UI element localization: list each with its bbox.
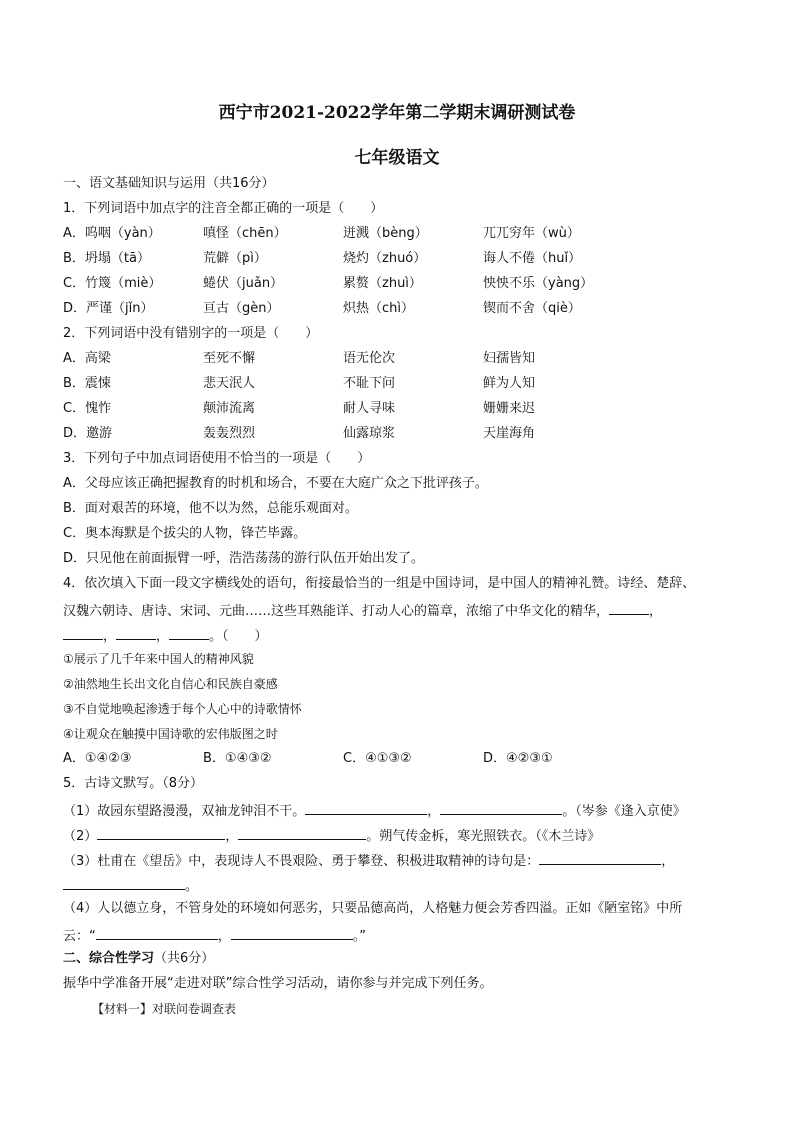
q5-stem: 5．古诗文默写。（8分） (63, 776, 204, 791)
section1-heading: 一、语文基础知识与运用（共16分） (63, 176, 275, 191)
section2-heading-text: 二、综合性学习 (63, 951, 155, 966)
q2-option-b-1: B．震悚 (63, 376, 111, 391)
q4-option-b: B．①④③② (203, 751, 272, 766)
q4-stem-tail: 。（ ） (209, 629, 268, 644)
q1-option-b-3: 烧灼（zhuó） (343, 251, 427, 266)
q1-option-b-1: B．坍塌（tā） (63, 251, 150, 266)
q2-option-a-3: 语无伦次 (343, 351, 396, 366)
q2-option-c-2: 颠沛流离 (203, 401, 256, 416)
q5-part4-lead: 云：“ (63, 929, 96, 944)
q5-part4-line2: 云：“ ， 。” (63, 925, 366, 946)
section2-score: （共6分） (154, 951, 215, 966)
q5-blank-2[interactable] (440, 800, 562, 815)
q5-part1-text: （1）故园东望路漫漫，双袖龙钟泪不干。 (63, 804, 306, 819)
q4-stem-line2: 汉魏六朝诗、唐诗、宋词、元曲……这些耳熟能详、打动人心的篇章，浓缩了中华文化的精华， ， (63, 600, 662, 621)
q1-option-a-4: 兀兀穷年（wù） (483, 226, 580, 241)
q5-blank-4[interactable] (238, 825, 366, 840)
section2-heading (63, 950, 214, 968)
material-one-caption: 【材料一】对联问卷调查表 (92, 1002, 237, 1016)
q3-option-a: A．父母应该正确把握教育的时机和场合，不要在大庭广众之下批评孩子。 (63, 476, 488, 491)
q1-option-a-3: 迸溅（bèng） (343, 226, 428, 241)
q3-stem: 3．下列句子中加点词语使用不恰当的一项是（ ） (63, 451, 371, 466)
q2-option-b-2: 悲天泯人 (203, 376, 256, 391)
q5-part3-text: （3）杜甫在《望岳》中，表现诗人不畏艰险、勇于攀登、积极进取精神的诗句是： (63, 854, 540, 869)
q4-blank-1[interactable] (609, 600, 649, 615)
q5-part4-line1: （4）人以德立身，不管身处的环境如何恶劣，只要品德高尚，人格魅力便会芳香四溢。正如《陋室铭》中所 (63, 901, 683, 916)
q5-part2-tail: 。朔气传金柝，寒光照铁衣。（《木兰诗》 (366, 829, 601, 844)
q5-blank-6[interactable] (63, 875, 185, 890)
q4-blank-4[interactable] (169, 625, 209, 640)
q4-item-3: ③不自觉地唤起渗透于每个人心中的诗歌情怀 (63, 702, 302, 716)
q2-option-b-4: 鲜为人知 (483, 376, 536, 391)
q3-option-c: C．奥本海默是个拔尖的人物，锋芒毕露。 (63, 526, 307, 541)
q1-option-b-4: 诲人不倦（huǐ） (483, 251, 582, 266)
q2-option-a-4: 妇孺皆知 (483, 351, 536, 366)
q2-option-a-1: A．高梁 (63, 351, 111, 366)
exam-title: 西宁市2021-2022学年第二学期末调研测试卷 (218, 103, 576, 123)
section2-intro: 振华中学准备开展“走进对联”综合性学习活动，请你参与并完成下列任务。 (63, 976, 493, 991)
q5-part3-cont: 。 (63, 875, 198, 896)
q2-option-d-1: D．邀游 (63, 426, 113, 441)
q4-item-2: ②油然地生长出文化自信心和民族自豪感 (63, 677, 278, 691)
q2-option-c-3: 耐人寻味 (343, 401, 396, 416)
q2-option-d-2: 轰轰烈烈 (203, 426, 256, 441)
q5-blank-3[interactable] (97, 825, 225, 840)
q2-option-d-3: 仙露琼浆 (343, 426, 396, 441)
q5-part2-text: （2） (63, 829, 98, 844)
q5-part1: （1）故园东望路漫漫，双袖龙钟泪不干。 ， 。（岑参《逢入京使》 (63, 800, 686, 821)
q1-option-c-1: C．竹篾（miè） (63, 276, 162, 291)
q5-blank-5[interactable] (539, 850, 661, 865)
q2-stem: 2．下列词语中没有错别字的一项是（ ） (63, 326, 319, 341)
q5-blank-8[interactable] (231, 925, 353, 940)
q4-item-4: ④让观众在触摸中国诗歌的宏伟版图之时 (63, 727, 278, 741)
q3-option-d: D．只见他在前面振臂一呼，浩浩荡荡的游行队伍开始出发了。 (63, 551, 425, 566)
q2-option-d-4: 天崖海角 (483, 426, 536, 441)
q3-option-b: B．面对艰苦的环境，他不以为然，总能乐观面对。 (63, 501, 358, 516)
q1-option-d-4: 锲而不舍（qiè） (483, 301, 581, 316)
q1-option-a-2: 嗔怪（chēn） (203, 226, 287, 241)
q1-option-c-2: 蜷伏（juǎn） (203, 276, 284, 291)
q4-blank-3[interactable] (116, 625, 156, 640)
q5-part1-source: 。（岑参《逢入京使》 (562, 804, 686, 819)
q4-option-a: A．①④②③ (63, 751, 132, 766)
q5-blank-1[interactable] (305, 800, 427, 815)
q4-blank-2[interactable] (63, 625, 103, 640)
q1-option-b-2: 荒僻（pì） (203, 251, 267, 266)
q1-option-d-2: 亘古（gèn） (203, 301, 280, 316)
q1-stem: 1．下列词语中加点字的注音全都正确的一项是（ ） (63, 201, 384, 216)
q4-stem-line3: ， ， 。（ ） (63, 625, 268, 646)
q2-option-c-1: C．愧怍 (63, 401, 112, 416)
q4-stem-line1: 4．依次填入下面一段文字横线处的语句，衔接最恰当的一组是中国诗词，是中国人的精神礼赞。诗经、楚辞、 (63, 576, 696, 591)
q5-part4-tail: 。” (352, 929, 367, 944)
q2-option-a-2: 至死不懈 (203, 351, 256, 366)
q5-part2: （2） ， 。朔气传金柝，寒光照铁衣。（《木兰诗》 (63, 825, 600, 846)
exam-subtitle: 七年级语文 (354, 148, 440, 168)
q1-option-d-1: D．严谨（jǐn） (63, 301, 154, 316)
q1-option-c-4: 怏怏不乐（yàng） (483, 276, 594, 291)
q2-option-b-3: 不耻下问 (343, 376, 396, 391)
q5-part3: （3）杜甫在《望岳》中，表现诗人不畏艰险、勇于攀登、积极进取精神的诗句是： ， (63, 850, 674, 871)
q4-item-1: ①展示了几千年来中国人的精神风貌 (63, 652, 254, 666)
q5-blank-7[interactable] (96, 925, 218, 940)
q2-option-c-4: 姗姗来迟 (483, 401, 536, 416)
q4-option-c: C．④①③② (343, 751, 412, 766)
q1-option-c-3: 累赘（zhuì） (343, 276, 422, 291)
q4-stem-line2-text: 汉魏六朝诗、唐诗、宋词、元曲……这些耳熟能详、打动人心的篇章，浓缩了中华文化的精华， (63, 604, 610, 619)
q1-option-d-3: 炽热（chì） (343, 301, 414, 316)
q4-option-d: D．④②③① (483, 751, 553, 766)
q1-option-a-1: A．呜咽（yàn） (63, 226, 161, 241)
